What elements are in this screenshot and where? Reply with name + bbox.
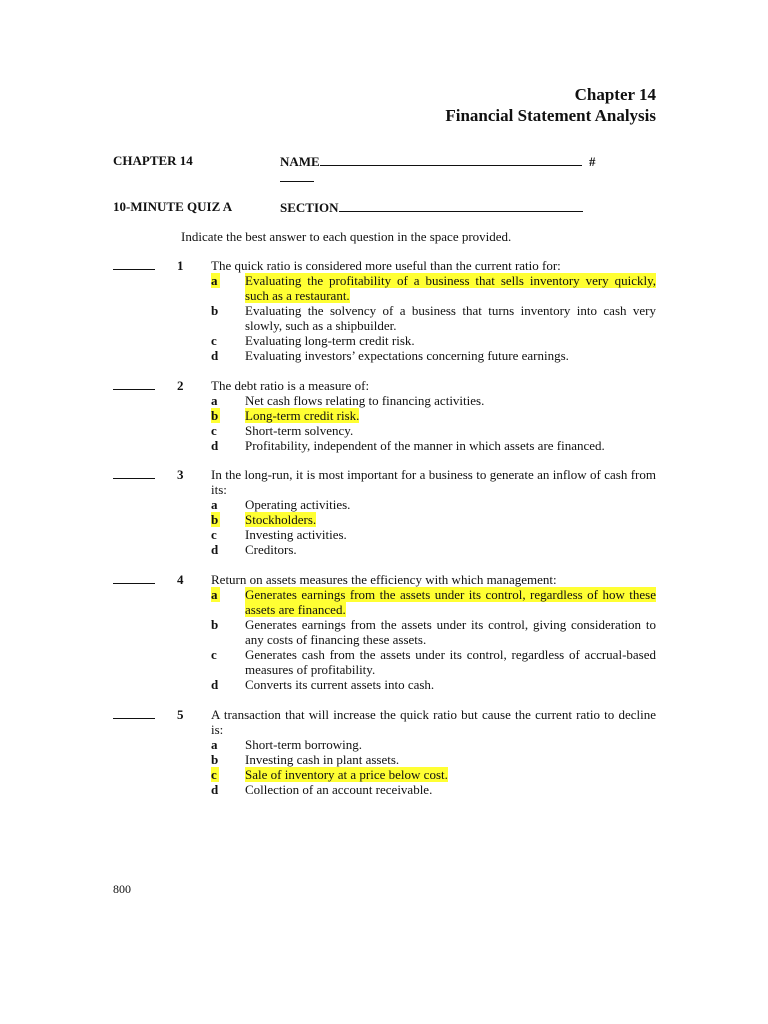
answer-option-a <box>211 737 656 752</box>
title-block <box>445 84 656 126</box>
option-text <box>245 497 656 512</box>
question-stem: A transaction that will increase the quick ratio but cause the current ratio to decline is: <box>211 707 656 737</box>
answer-blank[interactable] <box>113 583 155 584</box>
option-text <box>245 303 656 333</box>
question-number: 1 <box>177 258 184 273</box>
option-letter-text: d <box>211 438 219 453</box>
option-text-content: Creditors. <box>245 542 297 557</box>
option-letter <box>211 423 245 438</box>
option-text-content: Collection of an account receivable. <box>245 782 433 797</box>
answer-option-c <box>211 333 656 348</box>
question-2 <box>113 378 656 453</box>
option-letter-text: b <box>211 752 219 767</box>
question-number: 5 <box>177 707 184 722</box>
option-letter-text: c <box>211 333 217 348</box>
option-text-content: Evaluating investors’ expectations concerning future earnings. <box>245 348 569 363</box>
option-letter <box>211 273 245 303</box>
chapter-title: Financial Statement Analysis <box>445 106 656 125</box>
answer-option-d <box>211 348 656 363</box>
option-letter <box>211 677 245 692</box>
option-letter-text: c <box>211 423 217 438</box>
answer-option-b <box>211 752 656 767</box>
answer-option-b <box>211 408 656 423</box>
option-letter-text: a <box>211 497 218 512</box>
option-letter-text: a <box>211 737 218 752</box>
option-text-content: Long-term credit risk. <box>245 408 360 423</box>
option-letter <box>211 497 245 512</box>
option-text <box>245 587 656 617</box>
answer-option-d <box>211 782 656 797</box>
option-letter <box>211 737 245 752</box>
option-letter <box>211 333 245 348</box>
option-letter <box>211 408 245 423</box>
option-letter <box>211 617 245 647</box>
question-number: 2 <box>177 378 184 393</box>
option-text-content: Net cash flows relating to financing activities. <box>245 393 485 408</box>
option-letter-text: b <box>211 408 219 423</box>
option-text-content: Profitability, independent of the manner in which assets are financed. <box>245 438 605 453</box>
question-stem: The debt ratio is a measure of: <box>211 378 370 393</box>
option-letter-text: c <box>211 527 217 542</box>
option-text-content: Short-term borrowing. <box>245 737 362 752</box>
question-1 <box>113 258 656 363</box>
option-text <box>245 677 656 692</box>
answer-blank[interactable] <box>113 718 155 719</box>
option-text <box>245 438 656 453</box>
option-text <box>245 542 656 557</box>
option-text-content: Generates earnings from the assets under its control, giving consideration to any costs of financing these assets. <box>245 617 656 647</box>
question-5 <box>113 707 656 797</box>
option-letter-text: b <box>211 512 219 527</box>
option-text <box>245 782 656 797</box>
number-label: # <box>588 154 596 169</box>
option-letter <box>211 527 245 542</box>
option-letter-text: b <box>211 617 219 632</box>
option-text <box>245 408 656 423</box>
section-blank[interactable] <box>339 199 583 212</box>
question-number: 4 <box>177 572 184 587</box>
option-text <box>245 348 656 363</box>
answer-option-c <box>211 647 656 677</box>
chapter-label: CHAPTER 14 <box>113 153 193 168</box>
answer-option-b <box>211 617 656 647</box>
option-letter <box>211 542 245 557</box>
option-letter <box>211 782 245 797</box>
option-text <box>245 273 656 303</box>
option-text <box>245 752 656 767</box>
option-letter <box>211 393 245 408</box>
option-text <box>245 512 656 527</box>
option-text <box>245 647 656 677</box>
question-number: 3 <box>177 467 184 482</box>
page-number: 800 <box>113 882 131 896</box>
question-stem: In the long-run, it is most important for a business to generate an inflow of cash from its: <box>211 467 656 497</box>
question-4 <box>113 572 656 692</box>
name-blank[interactable] <box>320 153 582 166</box>
number-blank[interactable] <box>280 181 314 182</box>
answer-option-a <box>211 587 656 617</box>
option-letter-text: d <box>211 677 219 692</box>
option-letter-text: c <box>211 647 217 662</box>
answer-option-a <box>211 273 656 303</box>
option-text <box>245 617 656 647</box>
option-text <box>245 737 656 752</box>
option-text-content: Short-term solvency. <box>245 423 354 438</box>
answer-option-d <box>211 677 656 692</box>
option-letter-text: b <box>211 303 219 318</box>
option-text-content: Generates earnings from the assets under its control, regardless of how these assets are financed. <box>245 587 656 617</box>
option-letter-text: d <box>211 782 219 797</box>
option-text-content: Investing cash in plant assets. <box>245 752 400 767</box>
name-label: NAME <box>280 154 320 169</box>
answer-blank[interactable] <box>113 478 155 479</box>
option-letter <box>211 512 245 527</box>
option-letter-text: d <box>211 348 219 363</box>
option-text-content: Converts its current assets into cash. <box>245 677 435 692</box>
question-stem: The quick ratio is considered more useful than the current ratio for: <box>211 258 561 273</box>
option-text-content: Evaluating long-term credit risk. <box>245 333 415 348</box>
answer-option-c <box>211 767 656 782</box>
option-text-content: Sale of inventory at a price below cost. <box>245 767 448 782</box>
option-letter <box>211 438 245 453</box>
option-text <box>245 393 656 408</box>
option-text-content: Stockholders. <box>245 512 317 527</box>
option-text <box>245 423 656 438</box>
option-letter <box>211 587 245 617</box>
answer-blank[interactable] <box>113 269 155 270</box>
option-text-content: Operating activities. <box>245 497 351 512</box>
answer-option-c <box>211 527 656 542</box>
option-letter <box>211 303 245 333</box>
option-text-content: Investing activities. <box>245 527 347 542</box>
option-letter <box>211 767 245 782</box>
option-letter-text: a <box>211 393 218 408</box>
section-label: SECTION <box>280 200 339 215</box>
option-text-content: Generates cash from the assets under its control, regardless of accrual-based measures of profitability. <box>245 647 656 677</box>
name-field[interactable] <box>280 153 595 170</box>
answer-option-c <box>211 423 656 438</box>
chapter-heading: Chapter 14 <box>574 85 656 104</box>
answer-option-b <box>211 512 656 527</box>
option-text <box>245 333 656 348</box>
option-letter <box>211 647 245 677</box>
section-field[interactable] <box>280 199 583 216</box>
option-letter-text: a <box>211 587 218 602</box>
instructions: Indicate the best answer to each question in the space provided. <box>181 229 512 244</box>
question-stem: Return on assets measures the efficiency with which management: <box>211 572 557 587</box>
option-letter-text: c <box>211 767 217 782</box>
question-3 <box>113 467 656 557</box>
option-letter <box>211 752 245 767</box>
answer-blank[interactable] <box>113 389 155 390</box>
option-text <box>245 527 656 542</box>
option-text <box>245 767 656 782</box>
option-text-content: Evaluating the profitability of a business that sells inventory very quickly, such as a restaurant. <box>245 273 656 303</box>
option-letter <box>211 348 245 363</box>
answer-option-a <box>211 393 656 408</box>
option-letter-text: a <box>211 273 218 288</box>
quiz-label: 10-MINUTE QUIZ A <box>113 199 233 214</box>
option-text-content: Evaluating the solvency of a business that turns inventory into cash very slowly, such as a shipbuilder. <box>245 303 656 333</box>
answer-option-b <box>211 303 656 333</box>
answer-option-d <box>211 438 656 453</box>
answer-option-a <box>211 497 656 512</box>
answer-option-d <box>211 542 656 557</box>
option-letter-text: d <box>211 542 219 557</box>
